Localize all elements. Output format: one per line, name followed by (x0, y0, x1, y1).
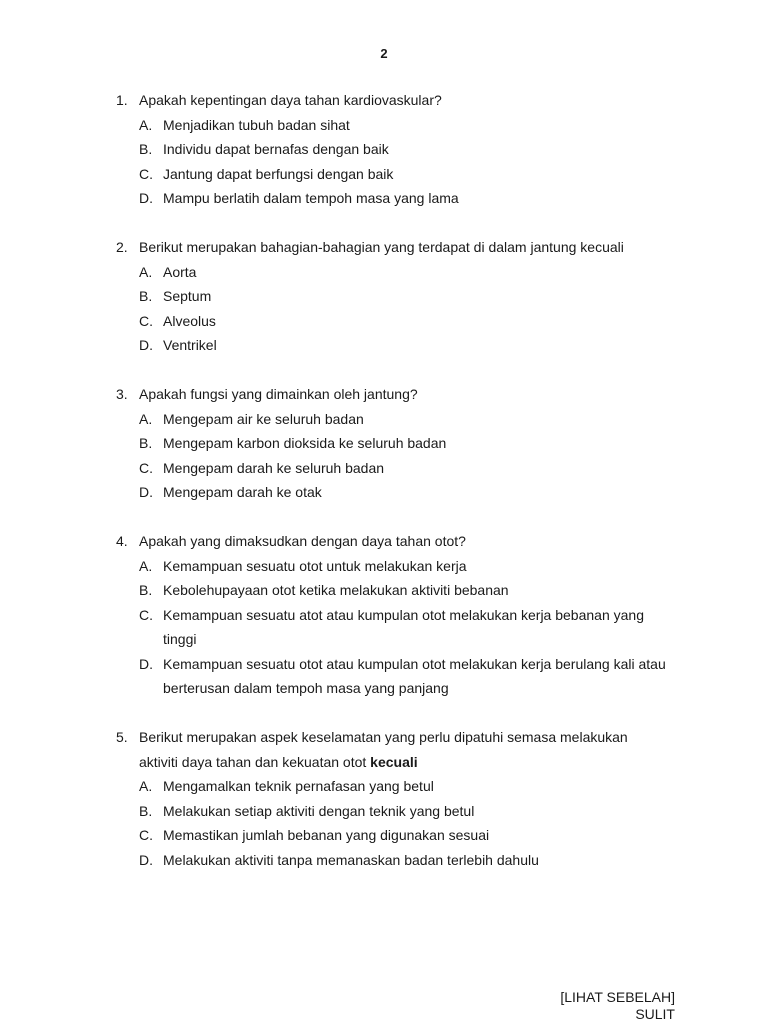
option-d (116, 186, 696, 211)
option-text: Memastikan jumlah bebanan yang digunakan sesuai (163, 827, 490, 843)
option-text: Kemampuan sesuatu otot untuk melakukan kerja (163, 557, 467, 574)
question-text: Apakah yang dimaksudkan dengan daya tahan otot? (139, 533, 466, 549)
option-letter: D. (139, 851, 153, 868)
option-text: Ventrikel (163, 337, 217, 353)
option-letter: D. (139, 190, 153, 206)
option-letter: B. (139, 141, 153, 157)
option-b (116, 578, 696, 603)
option-text: Alveolus (163, 312, 216, 329)
option-text: Individu dapat bernafas dengan baik (163, 141, 389, 157)
question-text-continuation-plain: aktiviti daya tahan dan kekuatan otot (139, 753, 371, 770)
option-text: Kemampuan sesuatu atot atau kumpulan otot melakukan kerja bebanan yang (163, 606, 644, 623)
option-text: Mengepam darah ke seluruh badan (163, 459, 385, 476)
option-letter: A. (139, 116, 153, 133)
option-letter: C. (139, 459, 153, 476)
option-d-continuation (116, 676, 696, 701)
option-a (116, 407, 696, 432)
option-text: Mengepam karbon dioksida ke seluruh badan (163, 435, 447, 451)
question-5 (116, 725, 696, 872)
option-c (116, 456, 696, 481)
option-letter: B. (139, 582, 153, 598)
option-text: Aorta (163, 263, 197, 280)
option-text: Melakukan setiap aktiviti dengan teknik yang betul (163, 802, 475, 819)
option-letter: C. (139, 312, 153, 329)
option-a (116, 554, 696, 579)
option-letter: A. (139, 778, 153, 794)
footer-sulit: SULIT (635, 1006, 675, 1022)
question-number: 4. (116, 533, 128, 549)
question-text: Berikut merupakan bahagian-bahagian yang terdapat di dalam jantung kecuali (139, 239, 624, 255)
option-letter: B. (139, 435, 153, 451)
option-text: Melakukan aktiviti tanpa memanaskan badan terlebih dahulu (163, 851, 539, 868)
option-letter: D. (139, 337, 153, 353)
question-1 (116, 88, 696, 211)
option-text: Kemampuan sesuatu otot atau kumpulan otot melakukan kerja berulang kali atau (163, 655, 666, 672)
question-text-emphasis: kecuali (370, 753, 418, 770)
option-letter: A. (139, 410, 153, 427)
option-text: Mengepam darah ke otak (163, 484, 322, 500)
option-text: Menjadikan tubuh badan sihat (163, 116, 350, 133)
question-text: Apakah kepentingan daya tahan kardiovaskular? (139, 92, 442, 108)
option-a (116, 260, 696, 285)
option-c-continuation (116, 627, 696, 652)
option-text: Mengepam air ke seluruh badan (163, 410, 364, 427)
question-text-continuation (139, 750, 418, 775)
page-number: 2 (380, 46, 388, 61)
option-text-continuation: tinggi (163, 631, 197, 647)
question-number: 1. (116, 92, 128, 108)
option-text: Kebolehupayaan otot ketika melakukan aktiviti bebanan (163, 582, 509, 598)
question-3 (116, 382, 696, 505)
option-c (116, 603, 696, 628)
option-letter: B. (139, 802, 153, 819)
option-letter: A. (139, 263, 153, 280)
option-d (116, 848, 696, 873)
option-c (116, 309, 696, 334)
question-number: 2. (116, 239, 128, 255)
question-number: 5. (116, 729, 128, 745)
option-c (116, 823, 696, 848)
option-text: Mengamalkan teknik pernafasan yang betul (163, 778, 434, 794)
option-letter: C. (139, 827, 153, 843)
option-letter: D. (139, 484, 153, 500)
option-c (116, 162, 696, 187)
option-b (116, 799, 696, 824)
question-2 (116, 235, 696, 358)
question-number: 3. (116, 386, 128, 402)
option-text-continuation: berterusan dalam tempoh masa yang panjang (163, 680, 449, 696)
option-letter: C. (139, 606, 153, 623)
question-4 (116, 529, 696, 701)
question-text: Berikut merupakan aspek keselamatan yang perlu dipatuhi semasa melakukan (139, 729, 628, 745)
option-letter: A. (139, 557, 153, 574)
option-d (116, 480, 696, 505)
option-letter: D. (139, 655, 153, 672)
option-d (116, 333, 696, 358)
option-text: Jantung dapat berfungsi dengan baik (163, 165, 394, 182)
option-letter: C. (139, 165, 153, 182)
option-b (116, 137, 696, 162)
question-text: Apakah fungsi yang dimainkan oleh jantung? (139, 386, 418, 402)
option-text: Septum (163, 288, 212, 304)
footer-lihat-sebelah: [LIHAT SEBELAH] (560, 989, 675, 1005)
option-b (116, 284, 696, 309)
option-d (116, 652, 696, 677)
option-text: Mampu berlatih dalam tempoh masa yang lama (163, 190, 459, 206)
option-a (116, 774, 696, 799)
option-a (116, 113, 696, 138)
option-letter: B. (139, 288, 153, 304)
option-b (116, 431, 696, 456)
